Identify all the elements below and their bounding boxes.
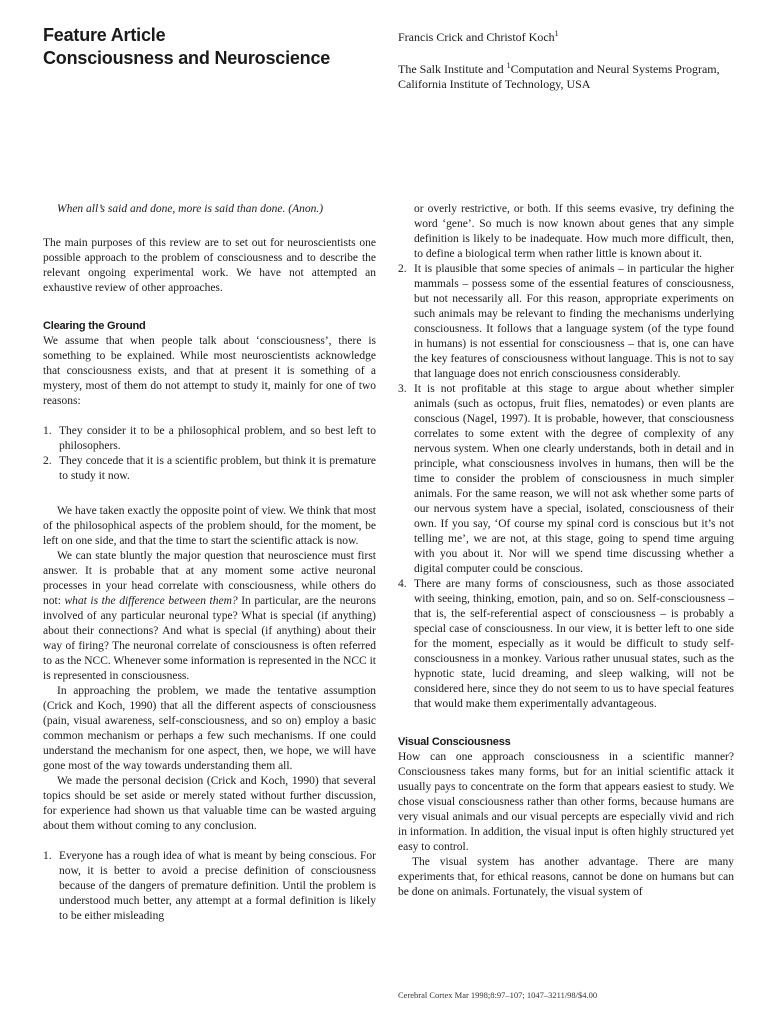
article-header <box>43 24 373 70</box>
topics-list-continued <box>398 202 734 712</box>
paragraph: We assume that when people talk about ‘consciousness’, there is something to be explained. While most neuroscientists acknowledge that consciousness exists, and that at present it is something of a mystery, most of them do not attempt to study it, mainly for one of two reasons: <box>43 335 376 407</box>
authors: Francis Crick and Christof Koch$^1$ <box>398 29 559 44</box>
paragraph: We can state bluntly the major question that neuroscience must first answer. It is probable that at any moment some active neuronal processes in your head correlate with consciousness, while others do not: what is the difference between them? In particular, are the neurons involved of any particular neuronal type? What is special (if anything) about their connections? And what is special (if anything) about their way of firing? The neuronal correlate of consciousness is often referred to as the NCC. Whenever some information is represented in the NCC it is represented in consciousness. <box>43 550 376 682</box>
list-item: or overly restrictive, or both. If this seems evasive, try defining the word ‘gene’. So much is now known about genes that any simple definition is likely to be inadequate. How much more difficult, then, to define a biological term when rather little is known about it. <box>414 203 734 260</box>
list-item: 4. There are many forms of consciousness, such as those associated with seeing, thinking, emotion, pain, and so on. Self-consciousness – that is, the self-referential aspect of consciousness – is probably a special case of consciousness. In our view, it is better left to one side for the moment, especially as it would be difficult to study self-consciousness in a monkey. Various rather unusual states, such as the hypnotic state, lucid dreaming, and sleep walking, will not be considered here, since they do not seem to us to have special features that would make them experimentally advantageous. <box>398 578 734 710</box>
list-item: 1. Everyone has a rough idea of what is meant by being conscious. For now, it is better to avoid a precise definition of consciousness because of the dangers of premature definition. Until the problem is understood much better, any attempt at a formal definition is likely to be either misleading <box>43 850 376 922</box>
reasons-list <box>43 424 376 484</box>
citation-footer: Cerebral Cortex Mar 1998;8:97–107; 1047–3211/98/$4.00 <box>398 990 598 1000</box>
list-item: 2. It is plausible that some species of animals – in particular the higher mammals – possess some of the essential features of consciousness, but not necessarily all. For this reason, appropriate experiments on such animals may be relevant to finding the mechanisms underlying consciousness. It follows that a language system (of the type found in humans) is not essential for consciousness – that is, one can have the key features of consciousness without language. This is not to say that language does not enrich consciousness considerably. <box>398 263 734 380</box>
paragraph: We have taken exactly the opposite point of view. We think that most of the philosophical aspects of the problem should, for the moment, be left on one side, and that the time to start the scientific attack is now. <box>43 505 376 547</box>
affiliation: The Salk Institute and $^1$Computation and Neural Systems Program, California Institute of Technology, USA <box>398 61 720 91</box>
paragraph: The visual system has another advantage. There are many experiments that, for ethical reasons, cannot be done on humans but can be done on animals. Fortunately, the visual system of <box>398 856 734 898</box>
paragraph: How can one approach consciousness in a scientific manner? Consciousness takes many forms, but for an initial scientific attack it usually pays to concentrate on the form that appears easiest to study. We chose visual consciousness rather than other forms, because humans are very visual animals and our visual percepts are especially vivid and rich in information. In addition, the visual input is often highly structured yet easy to control. <box>398 751 734 853</box>
left-column <box>43 202 376 924</box>
author-block <box>398 26 738 92</box>
list-item: 2. They concede that it is a scientific problem, but think it is premature to study it now. <box>43 455 376 482</box>
article-title: Consciousness and Neuroscience <box>43 48 331 68</box>
paragraph: In approaching the problem, we made the tentative assumption (Crick and Koch, 1990) that all the different aspects of consciousness (pain, visual awareness, self-consciousness, and so on) employ a basic common mechanism or perhaps a few such mechanisms. If one could understand the mechanism for one aspect, then, we hope, we will have gone most of the way towards understanding them all. <box>43 685 376 772</box>
intro-paragraph: The main purposes of this review are to set out for neuroscientists one possible approach to the problem of consciousness and to describe the relevant ongoing experimental work. We have not attempted an exhaustive review of other approaches. <box>43 237 376 294</box>
topics-list <box>43 849 376 924</box>
list-item: 1. They consider it to be a philosophical problem, and so best left to philosophers. <box>43 425 376 452</box>
article-kind: Feature Article <box>43 25 166 45</box>
section-heading-clearing: Clearing the Ground <box>43 320 146 332</box>
epigraph: When all’s said and done, more is said than done. (Anon.) <box>57 203 324 215</box>
paragraph: We made the personal decision (Crick and Koch, 1990) that several topics should be set aside or merely stated without further discussion, for experience had shown us that valuable time can be wasted arguing about them without coming to any conclusion. <box>43 775 376 832</box>
list-item: 3. It is not profitable at this stage to argue about whether simpler animals (such as octopus, fruit flies, nematodes) or even plants are conscious (Nagel, 1997). It is probable, however, that consciousness correlates to some extent with the degree of complexity of any nervous system. When one clearly understands, both in detail and in principle, what consciousness involves in humans, then will be the time to consider the problem of consciousness in much simpler animals. For the same reason, we will not ask whether some parts of our nervous system have a special, isolated, consciousness of their own. If you say, ‘Of course my spinal cord is conscious but it’s not telling me’, we are not, at this stage, going to spend time arguing with you about it. Nor will we spend time discussing whether a digital computer could be conscious. <box>398 383 734 575</box>
right-column <box>398 202 734 900</box>
section-heading-visual: Visual Consciousness <box>398 736 511 748</box>
